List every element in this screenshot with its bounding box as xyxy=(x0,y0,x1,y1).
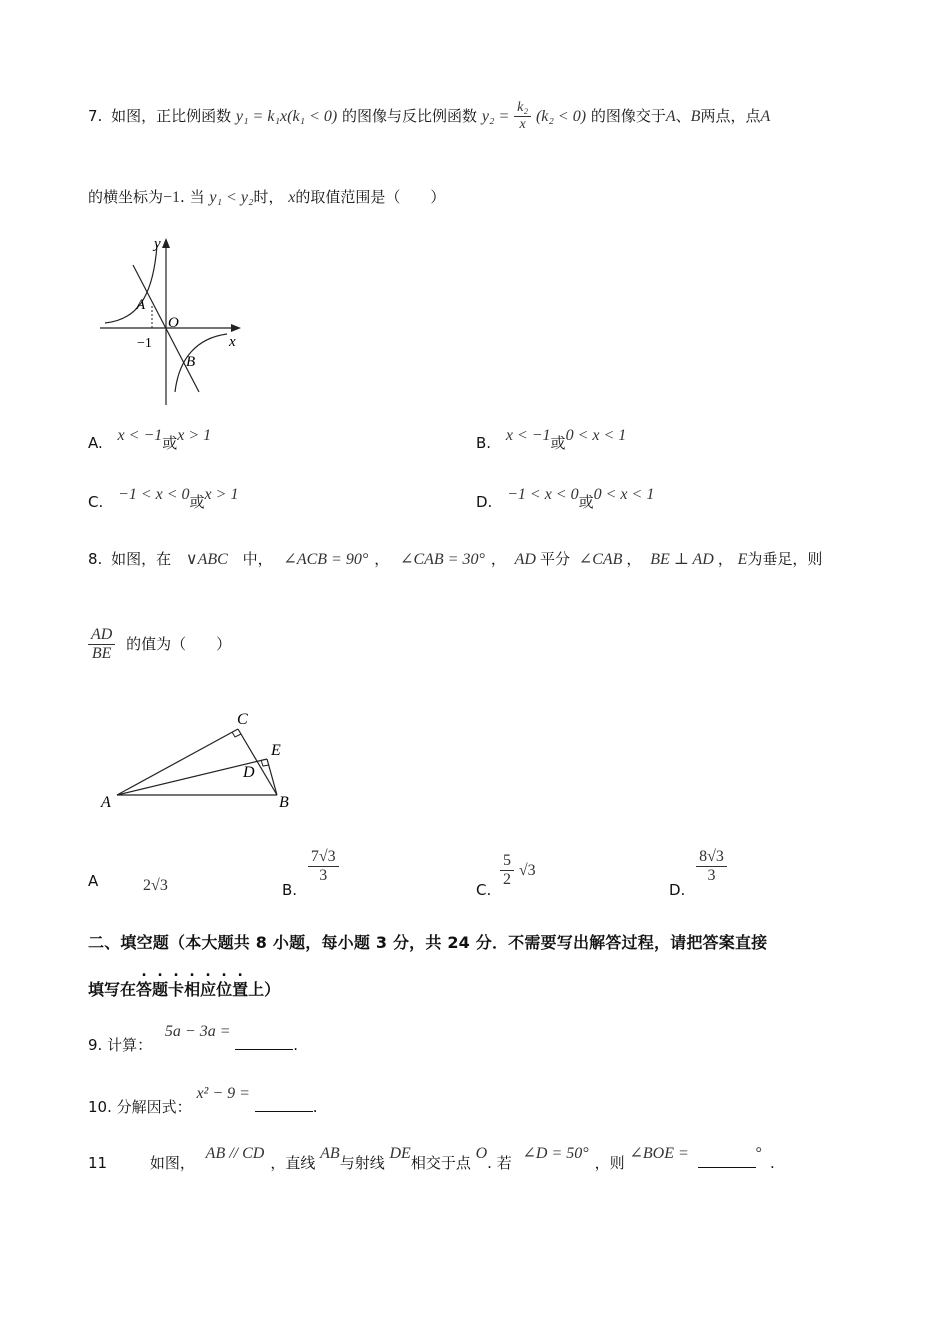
q9-number: 9. xyxy=(88,1036,103,1054)
q7-number: 7. xyxy=(88,107,103,125)
q11-text-6: ，则 xyxy=(594,1154,625,1172)
q10-number: 10. xyxy=(88,1098,112,1116)
q7-l2-formula: y₁ < y₂ xyxy=(209,189,254,206)
q8-option-d[interactable] xyxy=(669,848,727,899)
q8-text-5: 的值为（ ） xyxy=(126,635,232,653)
q11-math-angle-d: ∠D = 50° xyxy=(522,1145,589,1162)
q11-math-o: O xyxy=(475,1145,488,1162)
question-9 xyxy=(88,1023,299,1055)
q10-answer-blank[interactable] xyxy=(255,1097,313,1112)
q11-text-4: 相交于点 xyxy=(410,1154,471,1172)
q7-l2-text-4: 的取值范围是（ ） xyxy=(295,188,446,206)
q7-label-b: B xyxy=(186,354,196,370)
q8-side-cb xyxy=(238,729,277,795)
q7-l2-x: x xyxy=(288,189,296,206)
q11-text-2: ，直线 xyxy=(270,1154,316,1172)
q8-side-ac xyxy=(117,729,238,795)
q7-option-a[interactable] xyxy=(88,424,211,453)
q8-text-4: 为垂足，则 xyxy=(747,550,823,568)
section-2-emph-3: 卡 xyxy=(168,980,185,999)
q7-option-a-m2: x > 1 xyxy=(177,427,212,444)
q8-option-c-den: 2 xyxy=(503,871,512,888)
q7-l2-text-2: . 当 xyxy=(180,188,205,206)
q7-l2-text-1: 的横坐标为 xyxy=(88,188,164,206)
q7-option-b-label: B. xyxy=(476,434,492,452)
q9-text: 计算： xyxy=(107,1036,153,1054)
q8-option-b[interactable] xyxy=(282,848,339,899)
q8-math-angle-cab: ∠CAB = 30° xyxy=(400,551,485,568)
q7-option-c[interactable] xyxy=(88,483,238,512)
q7-option-d-or: 或 xyxy=(578,493,594,511)
q11-text-1: 如图， xyxy=(149,1154,195,1172)
q7-point-a2: A xyxy=(760,108,771,125)
q8-option-b-den: 3 xyxy=(319,867,328,884)
q7-frac-num: k₂ xyxy=(514,100,531,117)
q7-y-arrow xyxy=(162,238,170,248)
q8-frac-den: BE xyxy=(91,645,112,662)
q7-formula-2-frac xyxy=(514,100,531,133)
q7-label-a: A xyxy=(136,297,146,313)
section-2-emph-2: 题 xyxy=(152,980,169,999)
q7-label-y: y xyxy=(154,236,161,252)
q7-option-d-m2: 0 < x < 1 xyxy=(593,486,655,503)
q7-option-b-m1: x < −1 xyxy=(505,427,551,444)
q8-option-d-den: 3 xyxy=(707,867,716,884)
q8-number: 8. xyxy=(88,550,103,568)
q7-text-4: 两点，点 xyxy=(700,107,761,125)
q10-end: . xyxy=(312,1098,318,1116)
q9-formula: 5a − 3a = xyxy=(164,1023,231,1040)
q11-text-5: . 若 xyxy=(487,1154,512,1172)
q8-math-triangle: ∨ABC xyxy=(185,551,228,568)
q8-comma-2: ， xyxy=(490,550,506,568)
q8-text-3: 平分 xyxy=(539,550,570,568)
section-2-emph-4: 相 xyxy=(184,980,201,999)
q7-text-1: 如图，正比例函数 xyxy=(111,107,232,125)
q7-option-c-label: C. xyxy=(88,493,104,511)
section-2-emph-1: 答 xyxy=(136,980,153,999)
q11-math-de: DE xyxy=(389,1145,411,1162)
q8-math-perp: BE ⊥ AD xyxy=(650,551,714,568)
q11-math-angle-boe: ∠BOE = xyxy=(629,1145,689,1162)
q7-option-b-or: 或 xyxy=(550,434,566,452)
q7-line-1 xyxy=(88,100,770,133)
q8-label-c: C xyxy=(237,711,248,728)
q8-option-a-label: A xyxy=(88,872,99,890)
q7-l2-value: −1 xyxy=(163,189,181,206)
q8-option-d-label: D. xyxy=(669,881,686,899)
question-11 xyxy=(88,1145,775,1173)
q7-option-d[interactable] xyxy=(476,483,654,512)
q8-text-1: 如图，在 xyxy=(111,550,172,568)
q7-option-d-label: D. xyxy=(476,493,493,511)
q8-line-1 xyxy=(88,548,868,569)
section-2-line-1: 二、填空题（本大题共 8 小题，每小题 3 分，共 24 分．不需要写出解答过程，请把答案直接 xyxy=(88,933,768,952)
q7-hyperbola-right xyxy=(175,334,227,392)
q8-option-c-frac xyxy=(500,852,514,889)
q11-text-3: 与射线 xyxy=(339,1154,385,1172)
section-2-emph-7: 置 xyxy=(232,980,249,999)
q11-degree: ° xyxy=(755,1145,762,1162)
q7-option-a-label: A. xyxy=(88,434,103,452)
q8-option-b-num: 7√3 xyxy=(308,848,339,867)
q7-label-x: x xyxy=(229,334,236,350)
section-2-l2-pre: 填写在 xyxy=(88,980,137,999)
q8-math-angle-acb: ∠ACB = 90° xyxy=(283,551,369,568)
q7-l2-text-3: 时， xyxy=(253,188,284,206)
q11-end: . xyxy=(769,1154,775,1172)
q8-label-e: E xyxy=(271,742,281,759)
q8-option-b-frac xyxy=(308,848,339,885)
q8-comma-3: ， xyxy=(626,550,642,568)
q7-formula-2-cond: (k₂ < 0) xyxy=(535,108,587,125)
section-2-emph-6: 位 xyxy=(216,980,233,999)
q8-point-e: E xyxy=(737,551,748,568)
q7-hyperbola-left xyxy=(105,245,157,323)
q8-comma-1: ， xyxy=(374,550,390,568)
q7-option-a-or: 或 xyxy=(162,434,178,452)
section-2-emph-5: 应 xyxy=(200,980,217,999)
q7-option-c-or: 或 xyxy=(189,493,205,511)
q8-option-d-num: 8√3 xyxy=(696,848,727,867)
q7-text-3: 的图像交于 xyxy=(590,107,666,125)
q8-comma-4: ， xyxy=(717,550,733,568)
q8-label-b: B xyxy=(279,794,289,811)
q8-option-d-frac xyxy=(696,848,727,885)
q8-option-a-value: 2√3 xyxy=(143,877,168,894)
q7-option-c-m1: −1 < x < 0 xyxy=(118,486,190,503)
q7-point-b: B xyxy=(690,108,701,125)
q10-formula: x² − 9 = xyxy=(196,1085,250,1102)
q8-label-a: A xyxy=(101,794,111,811)
q8-frac-num: AD xyxy=(88,626,115,645)
q8-fraction xyxy=(88,626,115,663)
q7-sep: 、 xyxy=(675,107,691,125)
q9-end: . xyxy=(293,1036,299,1054)
q8-math-cab: ∠CAB xyxy=(578,551,623,568)
q8-line-2 xyxy=(88,626,231,663)
q7-text-2: 的图像与反比例函数 xyxy=(342,107,478,125)
q7-label-o: O xyxy=(168,315,179,331)
q7-line-2 xyxy=(88,186,445,207)
q7-frac-den: x xyxy=(519,117,526,132)
q8-segment-eb xyxy=(267,759,277,795)
q7-figure xyxy=(95,230,255,415)
q8-option-c-tail: √3 xyxy=(518,862,536,879)
section-2-line-2 xyxy=(88,977,280,1000)
q8-label-d: D xyxy=(243,764,255,781)
q11-number: 11 xyxy=(88,1154,108,1172)
q7-option-b-m2: 0 < x < 1 xyxy=(565,427,627,444)
q7-option-a-m1: x < −1 xyxy=(117,427,163,444)
q7-formula-2-lhs: y₂ = xyxy=(481,108,510,125)
q11-math-ab: AB xyxy=(320,1145,340,1162)
q11-answer-blank[interactable] xyxy=(698,1153,756,1168)
q8-math-ad: AD xyxy=(514,551,536,568)
q8-option-b-label: B. xyxy=(282,881,298,899)
section-2-l2-post: 上） xyxy=(248,980,281,999)
q7-option-b[interactable] xyxy=(476,424,626,453)
q7-label-neg1: −1 xyxy=(137,336,152,351)
q8-option-a[interactable] xyxy=(88,872,168,894)
q7-formula-1: y₁ = k₁x(k₁ < 0) xyxy=(235,108,338,125)
q7-option-d-m1: −1 < x < 0 xyxy=(507,486,579,503)
q9-answer-blank[interactable] xyxy=(235,1035,293,1050)
q8-option-c-label: C. xyxy=(476,881,492,899)
q8-option-c[interactable] xyxy=(476,852,536,899)
q11-math-parallel: AB // CD xyxy=(205,1145,265,1162)
q8-text-2: 中， xyxy=(242,550,273,568)
question-10 xyxy=(88,1085,318,1117)
q7-point-a: A xyxy=(665,108,676,125)
q10-text: 分解因式： xyxy=(116,1098,192,1116)
q8-figure xyxy=(95,705,305,815)
q8-option-c-num: 5 xyxy=(500,852,514,871)
q7-option-c-m2: x > 1 xyxy=(204,486,239,503)
q7-x-arrow xyxy=(231,324,241,332)
